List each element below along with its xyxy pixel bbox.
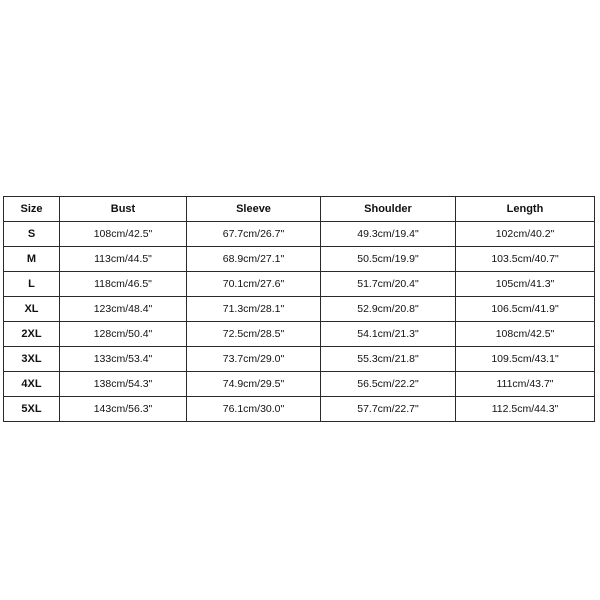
size-cell: 5XL	[4, 397, 60, 422]
sleeve-cell: 68.9cm/27.1"	[187, 247, 321, 272]
size-cell: L	[4, 272, 60, 297]
header-size: Size	[4, 197, 60, 222]
header-row	[4, 197, 595, 222]
size-cell: M	[4, 247, 60, 272]
length-cell: 112.5cm/44.3"	[456, 397, 595, 422]
length-cell: 111cm/43.7"	[456, 372, 595, 397]
shoulder-cell: 51.7cm/20.4"	[321, 272, 456, 297]
sleeve-cell: 74.9cm/29.5"	[187, 372, 321, 397]
header-sleeve: Sleeve	[187, 197, 321, 222]
sleeve-cell: 70.1cm/27.6"	[187, 272, 321, 297]
bust-cell: 128cm/50.4"	[60, 322, 187, 347]
length-cell: 109.5cm/43.1"	[456, 347, 595, 372]
table-row	[4, 247, 595, 272]
sleeve-cell: 76.1cm/30.0"	[187, 397, 321, 422]
size-chart-table	[3, 196, 595, 422]
header-length: Length	[456, 197, 595, 222]
size-cell: 4XL	[4, 372, 60, 397]
shoulder-cell: 56.5cm/22.2"	[321, 372, 456, 397]
bust-cell: 108cm/42.5"	[60, 222, 187, 247]
table-row	[4, 272, 595, 297]
table-row	[4, 397, 595, 422]
table-row	[4, 322, 595, 347]
shoulder-cell: 50.5cm/19.9"	[321, 247, 456, 272]
shoulder-cell: 52.9cm/20.8"	[321, 297, 456, 322]
shoulder-cell: 49.3cm/19.4"	[321, 222, 456, 247]
size-cell: 2XL	[4, 322, 60, 347]
sleeve-cell: 72.5cm/28.5"	[187, 322, 321, 347]
sleeve-cell: 67.7cm/26.7"	[187, 222, 321, 247]
length-cell: 102cm/40.2"	[456, 222, 595, 247]
table-row	[4, 222, 595, 247]
size-cell: XL	[4, 297, 60, 322]
length-cell: 103.5cm/40.7"	[456, 247, 595, 272]
length-cell: 105cm/41.3"	[456, 272, 595, 297]
size-cell: 3XL	[4, 347, 60, 372]
size-cell: S	[4, 222, 60, 247]
length-cell: 108cm/42.5"	[456, 322, 595, 347]
bust-cell: 113cm/44.5"	[60, 247, 187, 272]
bust-cell: 118cm/46.5"	[60, 272, 187, 297]
bust-cell: 138cm/54.3"	[60, 372, 187, 397]
length-cell: 106.5cm/41.9"	[456, 297, 595, 322]
table-row	[4, 372, 595, 397]
bust-cell: 143cm/56.3"	[60, 397, 187, 422]
header-bust: Bust	[60, 197, 187, 222]
header-shoulder: Shoulder	[321, 197, 456, 222]
table-row	[4, 347, 595, 372]
sleeve-cell: 73.7cm/29.0"	[187, 347, 321, 372]
sleeve-cell: 71.3cm/28.1"	[187, 297, 321, 322]
shoulder-cell: 54.1cm/21.3"	[321, 322, 456, 347]
shoulder-cell: 55.3cm/21.8"	[321, 347, 456, 372]
bust-cell: 123cm/48.4"	[60, 297, 187, 322]
shoulder-cell: 57.7cm/22.7"	[321, 397, 456, 422]
bust-cell: 133cm/53.4"	[60, 347, 187, 372]
table-row	[4, 297, 595, 322]
